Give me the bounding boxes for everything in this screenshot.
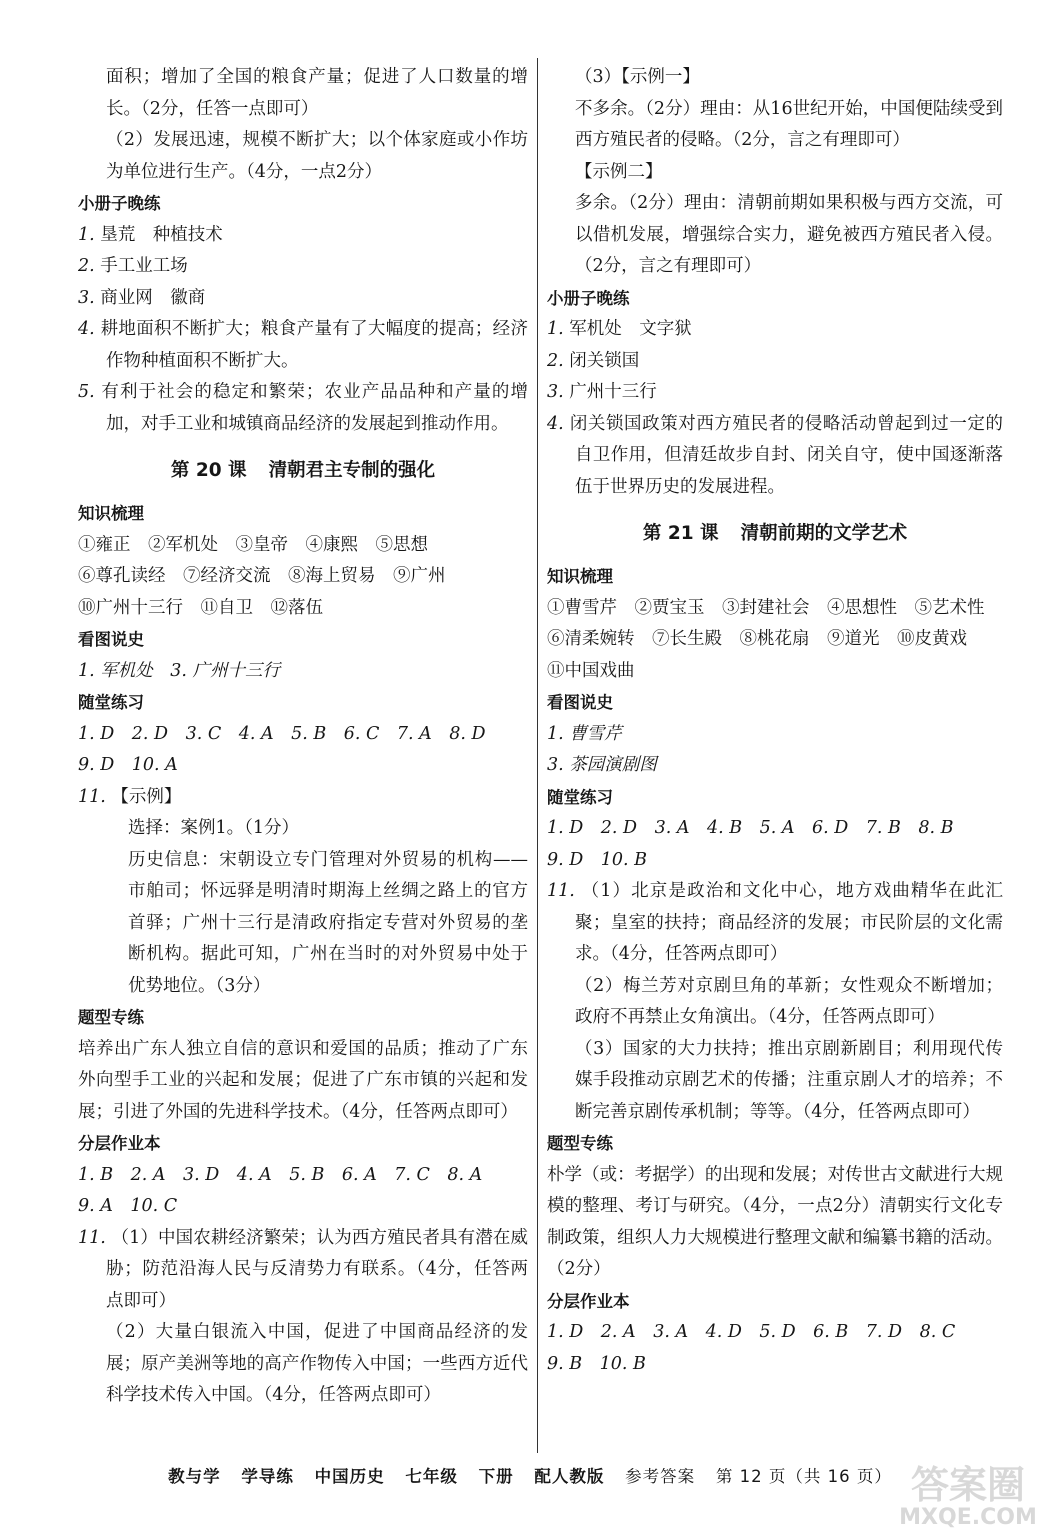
lesson-title-20: 第 20 课 清朝君主专制的强化 [170, 460, 436, 481]
section-title-layer: 分层作业本 [547, 1291, 630, 1311]
knowledge-line: ⑥尊孔读经 ⑦经济交流 ⑧海上贸易 ⑨广州 [78, 566, 446, 586]
q3-example-2-tag: 【示例二】 [575, 161, 663, 182]
question-11-3: （3）国家的大力扶持；推出京剧新剧目；利用现代传媒手段推动京剧艺术的传播；注重京剧人才的培养；不断完善京剧传承机制；等等。（4分，任答两点即可） [575, 1038, 1003, 1122]
picture-answers: 1. 军机处 3. 广州十三行 [78, 660, 281, 681]
footer-edition: 配人教版 [534, 1467, 605, 1486]
footer-volume: 下册 [478, 1467, 514, 1486]
practice-answers: 1. D 2. D 3. A 4. B 5. A 6. D 7. B 8. B [547, 818, 954, 838]
section-title-topic: 题型专练 [547, 1134, 613, 1153]
section-title-knowledge: 知识梳理 [78, 504, 144, 523]
practice-answers: 1. D 2. D 3. C 4. A 5. B 6. C 7. A 8. D [78, 723, 486, 744]
footer-series: 学导练 [241, 1467, 294, 1486]
list-item: 4. 耕地面积不断扩大；粮食产量有了大幅度的提高；经济作物种植面积不断扩大。 [78, 319, 528, 371]
picture-answer: 3. 茶园演剧图 [547, 755, 657, 775]
section-title-topic: 题型专练 [78, 1008, 144, 1027]
section-title-knowledge: 知识梳理 [547, 567, 613, 586]
topic-answer: 朴学（或：考据学）的出现和发展；对传世古文献进行大规模的整理、考订与研究。（4分，一点2分）清朝实行文化专制政策，组织人力大规模进行整理文献和编纂书籍的活动。（2分） [547, 1164, 1003, 1279]
watermark-logo [888, 1458, 1048, 1530]
footer-answer-label: 参考答案 [625, 1467, 696, 1486]
left-column [78, 62, 528, 1412]
watermark-site: MXQE.COM [899, 1505, 1037, 1530]
question-11-info: 历史信息：宋朝设立专门管理对外贸易的机构——市舶司；怀远驿是明清时期海上丝绸之路上的官方首驿；广州十三行是清政府指定专营对外贸易的垄断机构。据此可知，广州在当时的对外贸易中处于优势地位。（3分） [128, 849, 528, 996]
list-item: 3. 广州十三行 [547, 382, 657, 402]
q3-heading: （3）【示例一】 [575, 67, 700, 87]
list-item: 5. 有利于社会的稳定和繁荣；农业产品品种和产量的增加，对手工业和城镇商品经济的发展起到推动作用。 [78, 382, 528, 434]
question-11-2: （2）梅兰芳对京剧旦角的革新；女性观众不断增加；政府不再禁止女角演出。（4分，任答两点即可） [575, 975, 1003, 1027]
question-11-choice: 选择：案例1。（1分） [128, 818, 300, 838]
watermark-text: 答案圈 [910, 1463, 1026, 1507]
knowledge-line: ⑥清柔婉转 ⑦长生殿 ⑧桃花扇 ⑨道光 ⑩皮黄戏 [547, 629, 967, 649]
list-item: 1. 垦荒 种植技术 [78, 224, 223, 245]
section-title-picture: 看图说史 [78, 630, 144, 649]
footer-subject: 中国历史 [314, 1467, 385, 1486]
question-11-tag: 11. 【示例】 [78, 786, 182, 807]
practice-answers: 9. D 10. A [78, 755, 178, 775]
page-number: 第 12 页（共 16 页） [715, 1467, 892, 1486]
knowledge-line: ①雍正 ②军机处 ③皇帝 ④康熙 ⑤思想 [78, 534, 428, 555]
q3-example-2: 多余。（2分）理由：清朝前期如果积极与西方交流，可以借机发展，增强综合实力，避免被西方殖民者入侵。（2分，言之有理即可） [575, 193, 1003, 276]
list-item: 1. 军机处 文字狱 [547, 319, 692, 339]
layer-answers: 1. D 2. A 3. A 4. D 5. D 6. B 7. D 8. C [547, 1322, 956, 1342]
layer-question-11-1: 11. （1）中国农耕经济繁荣；认为西方殖民者具有潜在威胁；防范沿海人民与反清势力有联系。（4分，任答两点即可） [78, 1227, 528, 1311]
section-title-picture: 看图说史 [547, 693, 613, 712]
list-item: 2. 手工业工场 [78, 256, 188, 276]
picture-answer: 1. 曹雪芹 [547, 723, 622, 744]
footer-grade: 七年级 [405, 1467, 458, 1486]
section-title-booklet: 小册子晚练 [78, 194, 161, 213]
list-item: 3. 商业网 徽商 [78, 287, 206, 308]
question-11-1: 11. （1）北京是政治和文化中心，地方戏曲精华在此汇聚；皇室的扶持；商品经济的发展；市民阶层的文化需求。（4分，任答两点即可） [547, 881, 1003, 964]
section-title-layer: 分层作业本 [78, 1134, 161, 1153]
continued-answer-1: 面积；增加了全国的粮食产量；促进了人口数量的增长。（2分，任答一点即可） [106, 67, 528, 119]
topic-answer: 培养出广东人独立自信的意识和爱国的品质；推动了广东外向型手工业的兴起和发展；促进了广东市镇的兴起和发展；引进了外国的先进科学技术。（4分，任答两点即可） [78, 1038, 528, 1122]
section-title-booklet: 小册子晚练 [547, 288, 630, 308]
layer-answers: 1. B 2. A 3. D 4. A 5. B 6. A 7. C 8. A [78, 1164, 483, 1185]
q3-example-1: 不多余。（2分）理由：从16世纪开始，中国便陆续受到西方殖民者的侵略。（2分，言之有理即可） [575, 98, 1003, 150]
layer-answers: 9. B 10. B [547, 1353, 646, 1374]
knowledge-line: ⑩广州十三行 ⑪自卫 ⑫落伍 [78, 597, 323, 618]
layer-question-11-2: （2）大量白银流入中国，促进了中国商品经济的发展；原产美洲等地的高产作物传入中国；一些西方近代科学技术传入中国。（4分，任答两点即可） [106, 1322, 528, 1405]
section-title-practice: 随堂练习 [547, 787, 613, 807]
column-divider [537, 58, 538, 1453]
practice-answers: 9. D 10. B [547, 849, 648, 870]
section-title-practice: 随堂练习 [78, 693, 144, 712]
right-column [547, 62, 1003, 1380]
layer-answers: 9. A 10. C [78, 1196, 178, 1216]
continued-answer-2: （2）发展迅速，规模不断扩大；以个体家庭或小作坊为单位进行生产。（4分，一点2分） [106, 130, 528, 182]
footer-brand: 教与学 [168, 1467, 221, 1486]
list-item: 4. 闭关锁国政策对西方殖民者的侵略活动曾起到过一定的自卫作用，但清廷故步自封、闭关自守，使中国逐渐落伍于世界历史的发展进程。 [547, 413, 1003, 497]
lesson-title-21: 第 21 课 清朝前期的文学艺术 [642, 523, 908, 544]
knowledge-line: ①曹雪芹 ②贾宝玉 ③封建社会 ④思想性 ⑤艺术性 [547, 597, 985, 618]
list-item: 2. 闭关锁国 [547, 350, 640, 371]
knowledge-line: ⑪中国戏曲 [547, 660, 635, 681]
